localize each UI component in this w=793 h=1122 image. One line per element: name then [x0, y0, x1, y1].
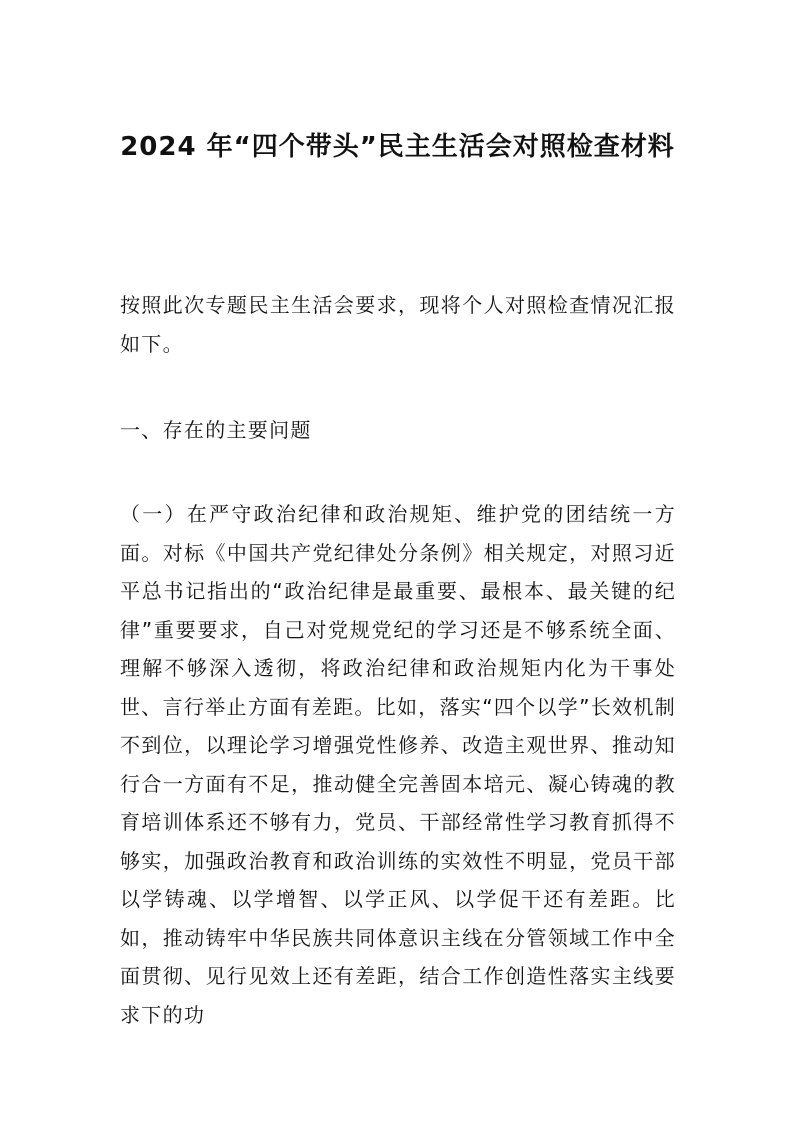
document-title: 2024 年“四个带头”民主生活会对照检查材料 [120, 132, 675, 162]
intro-paragraph: 按照此次专题民主生活会要求，现将个人对照检查情况汇报如下。 [120, 293, 676, 356]
section-heading: 一、存在的主要问题 [120, 418, 312, 442]
body-paragraph: （一）在严守政治纪律和政治规矩、维护党的团结统一方面。对标《中国共产党纪律处分条例》相关规定，对照习近平总书记指出的“政治纪律是最重要、最根本、最关键的纪律”重要要求，自己对党规党纪的学习还是不够系统全面、理解不够深入透彻，将政治纪律和政治规矩内化为干事处世、言行举止方面有差距。比如，落实“四个以学”长效机制不到位，以理论学习增强党性修养、改造主观世界、推动知行合一方面有不足，推动健全完善固本培元、凝心铸魂的教育培训体系还不够有力，党员、干部经常性学习教育抓得不够实，加强政治教育和政治训练的实效性不明显，党员干部以学铸魂、以学增智、以学正风、以学促干还有差距。比如，推动铸牢中华民族共同体意识主线在分管领域工作中全面贯彻、见行见效上还有差距，结合工作创造性落实主线要求下的功 [120, 502, 676, 1027]
